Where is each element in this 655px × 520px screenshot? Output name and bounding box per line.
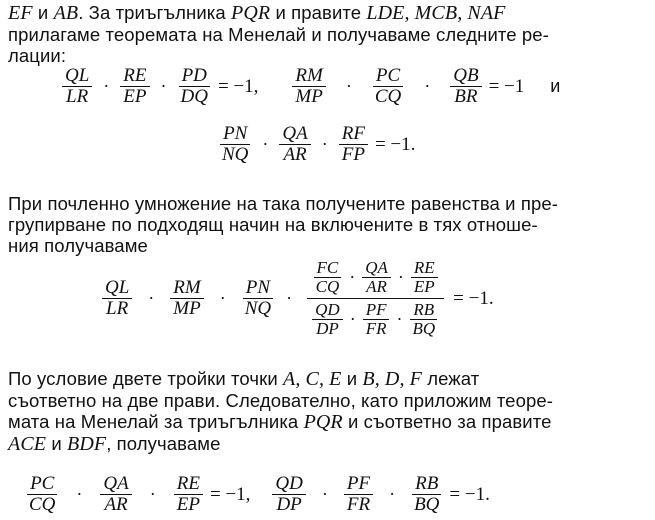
equals-minus-one: = −1 (488, 75, 525, 97)
fraction (178, 66, 211, 107)
fraction (339, 124, 368, 165)
equals-minus-one: = −1, (209, 483, 251, 505)
equals-minus-one: = −1. (453, 287, 494, 309)
text-fragment: По условие двете тройки точки (8, 368, 283, 389)
numerator: RF (339, 124, 368, 145)
text-line: лации: (8, 45, 67, 66)
fraction (372, 66, 404, 107)
math-pqr: PQR (231, 2, 271, 24)
denominator: FR (346, 494, 371, 515)
denominator: NQ (222, 144, 249, 165)
fraction (174, 474, 203, 515)
numerator: QA (279, 124, 310, 145)
text-fragment: и (32, 2, 54, 23)
text-fragment: и правите (270, 2, 367, 23)
fraction (312, 301, 343, 338)
dot-operator: · (349, 267, 356, 287)
denominator: AR (104, 494, 128, 515)
fraction (170, 278, 203, 319)
text-line: ния получаваме (8, 235, 148, 256)
numerator: RE (120, 66, 149, 87)
dot-operator: · (424, 76, 431, 96)
math-lines: LDE, MCB, NAF (366, 2, 506, 24)
numerator: QL (102, 278, 132, 299)
dot-operator: · (160, 76, 167, 96)
compound-denominator (306, 299, 444, 338)
math-pqr: PQR (303, 411, 343, 433)
numerator: PF (344, 474, 373, 495)
math-ab: AB (53, 2, 79, 24)
fraction (62, 66, 92, 107)
fraction (411, 474, 442, 515)
dot-operator: · (349, 309, 356, 329)
denominator: BQ (414, 494, 440, 515)
fraction (102, 278, 132, 319)
numerator: QD (312, 301, 343, 320)
fraction (363, 301, 390, 338)
fraction (26, 474, 58, 515)
numerator: PN (243, 278, 273, 299)
dot-operator: · (397, 267, 404, 287)
dot-operator: · (396, 309, 403, 329)
numerator: FC (314, 259, 342, 278)
text-line: съответно на две прави. Следователно, като приложим теоре- (8, 390, 554, 411)
denominator: EP (176, 494, 200, 515)
denominator: BR (454, 86, 478, 107)
dot-operator: · (262, 134, 269, 154)
math-ef: EF (8, 2, 33, 24)
text-fragment: и съответно за правите (342, 411, 552, 432)
dot-operator: · (321, 134, 328, 154)
equation-combined (98, 259, 494, 338)
text-fragment: и (341, 368, 363, 389)
numerator: PC (27, 474, 57, 495)
numerator: PC (373, 66, 403, 87)
denominator: AR (366, 277, 387, 296)
numerator: RE (174, 474, 203, 495)
fraction (313, 259, 343, 296)
equals-minus-one: = −1, (217, 75, 259, 97)
numerator: QA (362, 259, 391, 278)
fraction (450, 66, 481, 107)
equals-minus-one: = −1. (374, 133, 416, 155)
numerator: PD (179, 66, 210, 87)
denominator: LR (66, 86, 89, 107)
denominator: LR (106, 298, 129, 319)
fraction (120, 66, 149, 107)
denominator: MP (173, 298, 201, 319)
dot-operator: · (148, 288, 155, 308)
dot-operator: · (321, 484, 328, 504)
paragraph-condition (8, 368, 648, 455)
text-line: прилагаме теоремата на Менелай и получаваме следните ре- (8, 24, 549, 45)
dot-operator: · (286, 288, 293, 308)
paragraph-multiplication (8, 193, 648, 256)
fraction (272, 474, 305, 515)
dot-operator: · (103, 76, 110, 96)
text-line (8, 433, 648, 455)
text-fragment: мата на Менелай за триъгълника (8, 411, 304, 432)
denominator: MP (295, 86, 323, 107)
equals-minus-one: = −1. (449, 483, 490, 505)
fraction (409, 301, 438, 338)
text-line (8, 368, 648, 390)
denominator: FP (341, 144, 365, 165)
paragraph-intro (8, 2, 648, 66)
dot-operator: · (345, 76, 352, 96)
numerator: QB (450, 66, 481, 87)
numerator: PN (220, 124, 250, 145)
dot-operator: · (219, 288, 226, 308)
fraction (362, 259, 391, 296)
numerator: RB (412, 474, 441, 495)
denominator: CQ (29, 494, 56, 515)
fraction (279, 124, 310, 165)
fraction (242, 278, 274, 319)
math-ace-points: A, C, E (283, 368, 342, 390)
fraction (344, 474, 373, 515)
math-ace: ACE (8, 433, 47, 455)
dot-operator: · (76, 484, 83, 504)
compound-numerator (307, 259, 444, 299)
denominator: DQ (180, 86, 208, 107)
compound-fraction (306, 259, 444, 338)
denominator: EP (123, 86, 147, 107)
text-fragment: лежат (421, 368, 480, 389)
numerator: RM (170, 278, 203, 299)
denominator: AR (283, 144, 307, 165)
numerator: QA (100, 474, 131, 495)
text-line: групирване по подходящ начин на включените в тях отноше- (8, 214, 538, 235)
dot-operator: · (389, 484, 396, 504)
denominator: BQ (412, 319, 436, 338)
numerator: PF (363, 301, 390, 320)
denominator: CQ (315, 277, 340, 296)
equation-final (22, 474, 490, 515)
text-line (8, 411, 648, 433)
denominator: FR (365, 319, 387, 338)
conjunction-and: и (550, 76, 561, 96)
equation-relations-2 (215, 124, 415, 165)
fraction (219, 124, 251, 165)
denominator: NQ (244, 298, 272, 319)
numerator: QD (272, 474, 305, 495)
numerator: QL (62, 66, 92, 87)
denominator: CQ (374, 86, 402, 107)
math-bdf: BDF (67, 433, 107, 455)
denominator: DP (276, 494, 302, 515)
math-bdf-points: B, D, F (362, 368, 422, 390)
numerator: RB (410, 301, 437, 320)
denominator: EP (413, 277, 435, 296)
text-fragment: . За триъгълника (78, 2, 232, 23)
text-fragment: и (46, 433, 67, 454)
numerator: RE (411, 259, 438, 278)
denominator: DP (316, 319, 339, 338)
text-line (8, 2, 648, 24)
fraction (100, 474, 131, 515)
text-line: При почленно умножение на така получените равенства и пре- (8, 193, 558, 214)
fraction (411, 259, 438, 296)
fraction (292, 66, 325, 107)
text-fragment: , получаваме (106, 433, 221, 454)
dot-operator: · (149, 484, 156, 504)
numerator: RM (292, 66, 325, 87)
equation-relations-1 (58, 66, 560, 107)
